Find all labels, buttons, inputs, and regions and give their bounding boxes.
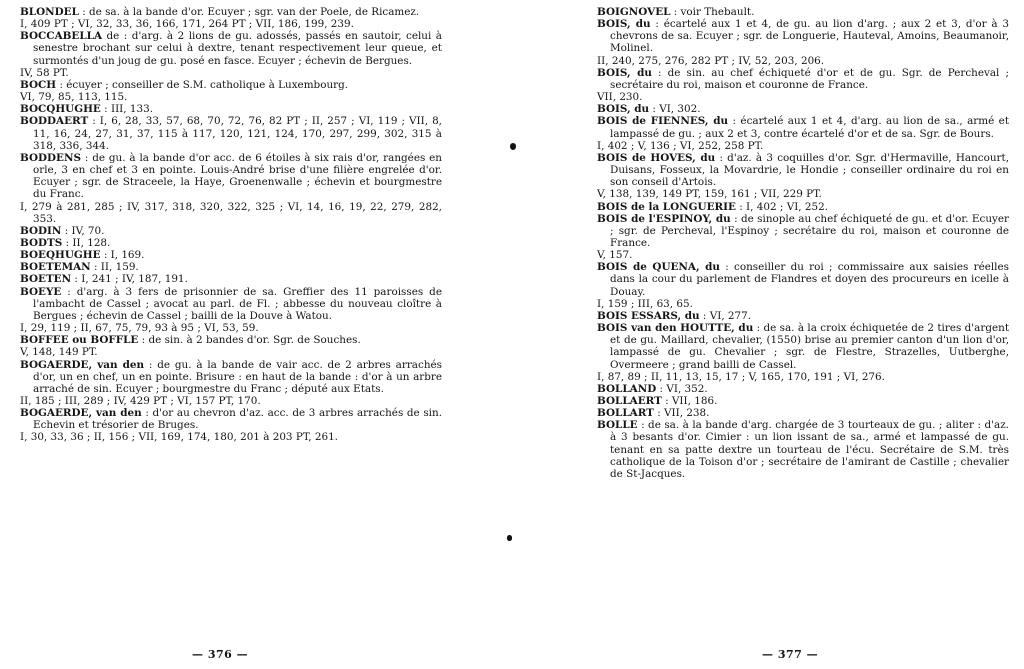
entry-heading: BOEQHUGHE bbox=[20, 249, 101, 262]
entry-text: : de sin. au chef échiqueté d'or et de gu. Sgr. de Percheval ; secrétaire du roi, maison et couronne de France. bbox=[610, 66, 1009, 91]
entry-heading: BOLLART bbox=[597, 407, 654, 420]
index-entry bbox=[20, 79, 442, 91]
entry-heading: BOLLAERT bbox=[597, 395, 662, 407]
entry-heading: BOIS, du bbox=[597, 103, 650, 116]
index-entry-references bbox=[597, 298, 1009, 310]
index-entry-references bbox=[20, 67, 442, 79]
entry-text: : d'az. à 3 coquilles d'or. Sgr. d'Hermaville, Hancourt, Duisans, Fosseux, la Movardrie, le Hondie ; conseiller ordinaire du roi en son conseil d'Artois. bbox=[610, 151, 1009, 189]
entry-heading: BOIS, du bbox=[597, 18, 651, 31]
entry-text: V, 157. bbox=[597, 249, 633, 262]
entry-heading: BOIS de la LONGUERIE bbox=[597, 200, 736, 213]
entry-text: I, 402 ; V, 136 ; VI, 252, 258 PT. bbox=[597, 139, 764, 152]
entry-text: I, 159 ; III, 63, 65. bbox=[597, 297, 693, 310]
entry-text: VI, 79, 85, 113, 115. bbox=[20, 91, 128, 104]
entry-text: : de gu. à la bande de vair acc. de 2 arbres arrachés d'or, un en chef, un en pointe. Brisure : en haut de la bande : d'or à un arbre arraché de sin. Ecuyer ; bourgmestre du Franc ; député aux Etats. bbox=[33, 358, 442, 395]
entry-heading: BOIS de QUENA, du bbox=[597, 261, 720, 274]
index-entry bbox=[597, 115, 1009, 139]
index-entry bbox=[597, 383, 1009, 395]
index-entry bbox=[597, 152, 1009, 188]
entry-heading: BOIGNOVEL bbox=[597, 6, 671, 18]
index-entry-references bbox=[20, 18, 442, 30]
entry-text: : conseiller du roi ; commissaire aux saisies réelles dans la cour du parlement de Flandres et doyen des procureurs en icelle à Douay. bbox=[610, 261, 1009, 298]
entry-text: : voir Thebault. bbox=[673, 6, 755, 18]
entry-heading: BOEYE bbox=[20, 285, 62, 298]
entry-heading: BOFFEE ou BOFFLE bbox=[20, 334, 139, 347]
page-number-left: — 376 — bbox=[192, 648, 249, 661]
entry-heading: BOIS de FIENNES, du bbox=[597, 115, 729, 128]
left-page bbox=[20, 6, 442, 444]
entry-text: de : d'arg. à 2 lions de gu. adossés, passés en sautoir, celui à senestre brochant sur celui à dextre, tenant respectivement leur queue, et surmontés d'un joug de gu. posé en fasce. Ecuyer ; échevin de Bergues. bbox=[33, 30, 442, 67]
index-entry bbox=[597, 6, 1009, 18]
entry-text: : d'or au chevron d'az. acc. de 3 arbres arrachés de sin. Echevin et trésorier de Bruges. bbox=[33, 407, 442, 432]
index-entry bbox=[597, 395, 1009, 407]
entry-heading: BOIS de HOVES, du bbox=[597, 151, 716, 164]
index-entry bbox=[20, 103, 442, 115]
entry-text: I, 30, 33, 36 ; II, 156 ; VII, 169, 174, 180, 201 à 203 PT, 261. bbox=[20, 431, 338, 444]
entry-text: : II, 128. bbox=[65, 236, 111, 249]
index-entry bbox=[20, 152, 442, 201]
entry-text: : écuyer ; conseiller de S.M. catholique à Luxembourg. bbox=[59, 78, 349, 91]
entry-heading: BODDAERT bbox=[20, 115, 89, 128]
index-entry bbox=[20, 6, 442, 18]
index-entry bbox=[597, 322, 1009, 371]
index-entry-references bbox=[20, 346, 442, 358]
entry-heading: BOGAERDE, van den bbox=[20, 407, 142, 420]
entry-heading: BOLLE bbox=[597, 419, 638, 432]
index-entry-references bbox=[597, 55, 1009, 67]
index-entry bbox=[20, 225, 442, 237]
index-entry-references bbox=[20, 395, 442, 407]
entry-heading: BODTS bbox=[20, 236, 63, 249]
entry-heading: BOIS van den HOUTTE, du bbox=[597, 322, 754, 335]
index-entry bbox=[20, 334, 442, 346]
entry-text: I, 87, 89 ; II, 11, 13, 15, 17 ; V, 165, 170, 191 ; VI, 276. bbox=[597, 370, 885, 383]
index-entry bbox=[597, 213, 1009, 249]
entry-heading: BOLLAND bbox=[597, 382, 657, 395]
entry-text: : d'arg. à 3 fers de prisonnier de sa. Greffier des 11 paroisses de l'ambacht de Cassel ; avocat au parl. de Fl. ; abbesse du nouveau cloître à Bergues ; échevin de Cassel ; bailli de la Douve à Watou. bbox=[33, 285, 442, 322]
entry-text: : I, 6, 28, 33, 57, 68, 70, 72, 76, 82 PT ; II, 257 ; VI, 119 ; VII, 8, 11, 16, 24, 27, 31, 37, 115 à 117, 120, 121, 124, 170, 297, 299, 302, 315 à 318, 336, 344. bbox=[33, 115, 442, 152]
index-entry bbox=[20, 359, 442, 395]
entry-text: : de sa. à la bande d'or. Ecuyer ; sgr. van der Poele, de Ricamez. bbox=[82, 6, 420, 18]
index-entry bbox=[20, 407, 442, 431]
entry-text: I, 409 PT ; VI, 32, 33, 36, 166, 171, 264 PT ; VII, 186, 199, 239. bbox=[20, 18, 354, 31]
entry-text: : VI, 302. bbox=[652, 103, 701, 116]
index-entry bbox=[20, 261, 442, 273]
entry-text: : I, 241 ; IV, 187, 191. bbox=[74, 273, 188, 286]
entry-heading: BODIN bbox=[20, 224, 62, 237]
entry-text: : I, 402 ; VI, 252. bbox=[739, 200, 829, 213]
index-entry bbox=[20, 273, 442, 285]
entry-text: : I, 169. bbox=[103, 249, 145, 262]
index-entry-references bbox=[597, 140, 1009, 152]
entry-text: : IV, 70. bbox=[64, 224, 105, 237]
entry-text: : II, 159. bbox=[93, 261, 139, 274]
entry-text: I, 29, 119 ; II, 67, 75, 79, 93 à 95 ; VI, 53, 59. bbox=[20, 322, 259, 335]
index-entry bbox=[597, 18, 1009, 54]
entry-text: : écartelé aux 1 et 4, d'arg. au lion de sa., armé et lampassé de gu. ; aux 2 et 3, contre écartelé d'or et de sa. Sgr. de Bours. bbox=[610, 115, 1010, 140]
index-entry-references bbox=[597, 249, 1009, 261]
index-entry-references bbox=[597, 371, 1009, 383]
entry-heading: BOETEN bbox=[20, 273, 72, 286]
index-entry bbox=[20, 237, 442, 249]
entry-heading: BOCCABELLA bbox=[20, 30, 103, 43]
entry-text: : VII, 186. bbox=[665, 395, 718, 407]
ink-spot bbox=[510, 143, 516, 150]
entry-heading: BOIS ESSARS, du bbox=[597, 309, 700, 322]
entry-heading: BODDENS bbox=[20, 151, 81, 164]
index-entry bbox=[20, 286, 442, 322]
index-entry bbox=[597, 419, 1009, 480]
index-entry-references bbox=[20, 431, 442, 443]
right-page bbox=[597, 6, 1009, 480]
index-entry-references bbox=[597, 188, 1009, 200]
entry-text: I, 279 à 281, 285 ; IV, 317, 318, 320, 322, 325 ; VI, 14, 16, 19, 22, 279, 282, 353. bbox=[20, 200, 442, 225]
index-entry-references bbox=[20, 201, 442, 225]
index-entry bbox=[597, 103, 1009, 115]
entry-text: IV, 58 PT. bbox=[20, 66, 69, 79]
index-entry bbox=[597, 201, 1009, 213]
entry-text: : VI, 277. bbox=[702, 309, 752, 322]
entry-heading: BOGAERDE, van den bbox=[20, 358, 145, 371]
entry-text: : écartelé aux 1 et 4, de gu. au lion d'arg. ; aux 2 et 3, d'or à 3 chevrons de sa. Ecuyer ; sgr. de Longuerie, Hauteval, Amoins, Beaumanoir, Molinel. bbox=[610, 18, 1009, 55]
entry-text: : de gu. à la bande d'or acc. de 6 étoiles à six rais d'or, rangées en orle, 3 en chef et 3 en pointe. Louis-André brise d'une filière engrelée d'or. Ecuyer ; sgr. de Straceele, la Haye, Groenenwalle ; échevin et bourgmestre du Franc. bbox=[33, 151, 442, 201]
index-entry bbox=[20, 30, 442, 66]
index-entry-references bbox=[20, 91, 442, 103]
entry-text: : de sa. à la croix échiquetée de 2 tires d'argent et de gu. Maillard, chevalier, (1550) brise au premier canton d'un lion d'or, lampassé de gu. Chevalier ; sgr. de Flestre, Strazelles, Uutberghe, Overmeere ; grand bailli de Cassel. bbox=[610, 322, 1009, 371]
entry-heading: BOETEMAN bbox=[20, 261, 91, 274]
entry-heading: BOCH bbox=[20, 78, 57, 91]
entry-heading: BOIS de l'ESPINOY, du bbox=[597, 212, 731, 225]
entry-text: V, 138, 139, 149 PT, 159, 161 ; VII, 229 PT. bbox=[597, 188, 822, 201]
entry-text: V, 148, 149 PT. bbox=[20, 346, 98, 359]
entry-text: VII, 230. bbox=[597, 91, 643, 104]
ink-spot bbox=[507, 535, 512, 541]
entry-text: : VII, 238. bbox=[657, 407, 710, 420]
page-number-right: — 377 — bbox=[762, 648, 819, 661]
index-entry-references bbox=[597, 91, 1009, 103]
entry-text: : VI, 352. bbox=[659, 382, 708, 395]
index-entry bbox=[597, 67, 1009, 91]
index-entry bbox=[597, 310, 1009, 322]
entry-text: : III, 133. bbox=[104, 103, 154, 116]
entry-text: II, 185 ; III, 289 ; IV, 429 PT ; VI, 157 PT, 170. bbox=[20, 395, 261, 407]
index-entry bbox=[20, 249, 442, 261]
entry-heading: BOCQHUGHE bbox=[20, 103, 101, 116]
index-entry-references bbox=[20, 322, 442, 334]
index-entry bbox=[597, 407, 1009, 419]
entry-text: : de sa. à la bande d'arg. chargée de 3 tourteaux de gu. ; aliter : d'az. à 3 besants d'or. Cimier : un lion issant de sa., armé et lampassé de gu. tenant en sa patte dextre un tourteau de l'écu. Secrétaire de S.M. très catholique de la Toison d'or ; secrétaire de l'amirant de Castille ; chevalier de St-Jacques. bbox=[610, 419, 1009, 480]
index-entry bbox=[597, 261, 1009, 297]
entry-text: : de sinople au chef échiqueté de gu. et d'or. Ecuyer ; sgr. de Percheval, l'Espinoy ; secrétaire du roi, maison et couronne de France. bbox=[610, 212, 1009, 249]
index-entry bbox=[20, 115, 442, 151]
entry-heading: BOIS, du bbox=[597, 66, 652, 79]
entry-text: : de sin. à 2 bandes d'or. Sgr. de Souches. bbox=[141, 334, 361, 347]
entry-text: II, 240, 275, 276, 282 PT ; IV, 52, 203, 206. bbox=[597, 54, 825, 67]
entry-heading: BLONDEL bbox=[20, 6, 79, 18]
